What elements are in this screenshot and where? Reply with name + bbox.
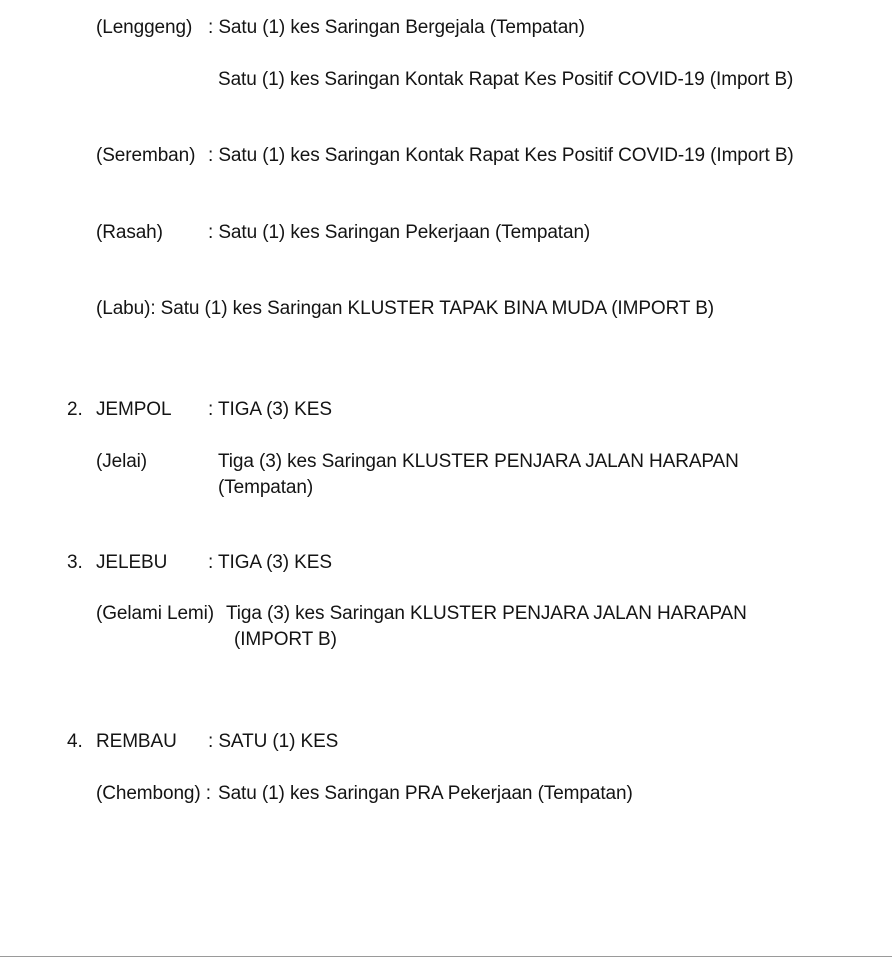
area-name: (Chembong) : [96,783,211,804]
page-bottom-divider [0,955,892,960]
section-number: 2. [67,399,83,420]
district-name: REMBAU [96,731,177,752]
section-number: 4. [67,731,83,752]
lenggeng-case-1: : Satu (1) kes Saringan Bergejala (Tempatan) [208,17,585,38]
rasah-case-1: : Satu (1) kes Saringan Pekerjaan (Tempatan) [208,222,591,243]
district-total: : SATU (1) KES [208,731,339,752]
case-description: Tiga (3) kes Saringan KLUSTER PENJARA JALAN HARAPAN [218,451,739,472]
area-name: (Jelai) [96,451,148,472]
case-description: Tiga (3) kes Saringan KLUSTER PENJARA JALAN HARAPAN [226,603,747,624]
district-total: : TIGA (3) KES [208,552,332,573]
area-name: (Gelami Lemi) [96,603,214,624]
case-category: (Tempatan) [218,477,314,498]
labu-case-line: (Labu): Satu (1) kes Saringan KLUSTER TAPAK BINA MUDA (IMPORT B) [96,298,715,319]
area-seremban: (Seremban) [96,145,196,166]
lenggeng-case-2: Satu (1) kes Saringan Kontak Rapat Kes Positif COVID-19 (Import B) [218,69,794,90]
seremban-case-1: : Satu (1) kes Saringan Kontak Rapat Kes Positif COVID-19 (Import B) [208,145,794,166]
section-number: 3. [67,552,83,573]
case-description: Satu (1) kes Saringan PRA Pekerjaan (Tempatan) [218,783,633,804]
district-name: JELEBU [96,552,168,573]
district-name: JEMPOL [96,399,172,420]
district-total: : TIGA (3) KES [208,399,332,420]
area-rasah: (Rasah) [96,222,163,243]
case-category: (IMPORT B) [234,629,337,650]
area-lenggeng: (Lenggeng) [96,17,193,38]
